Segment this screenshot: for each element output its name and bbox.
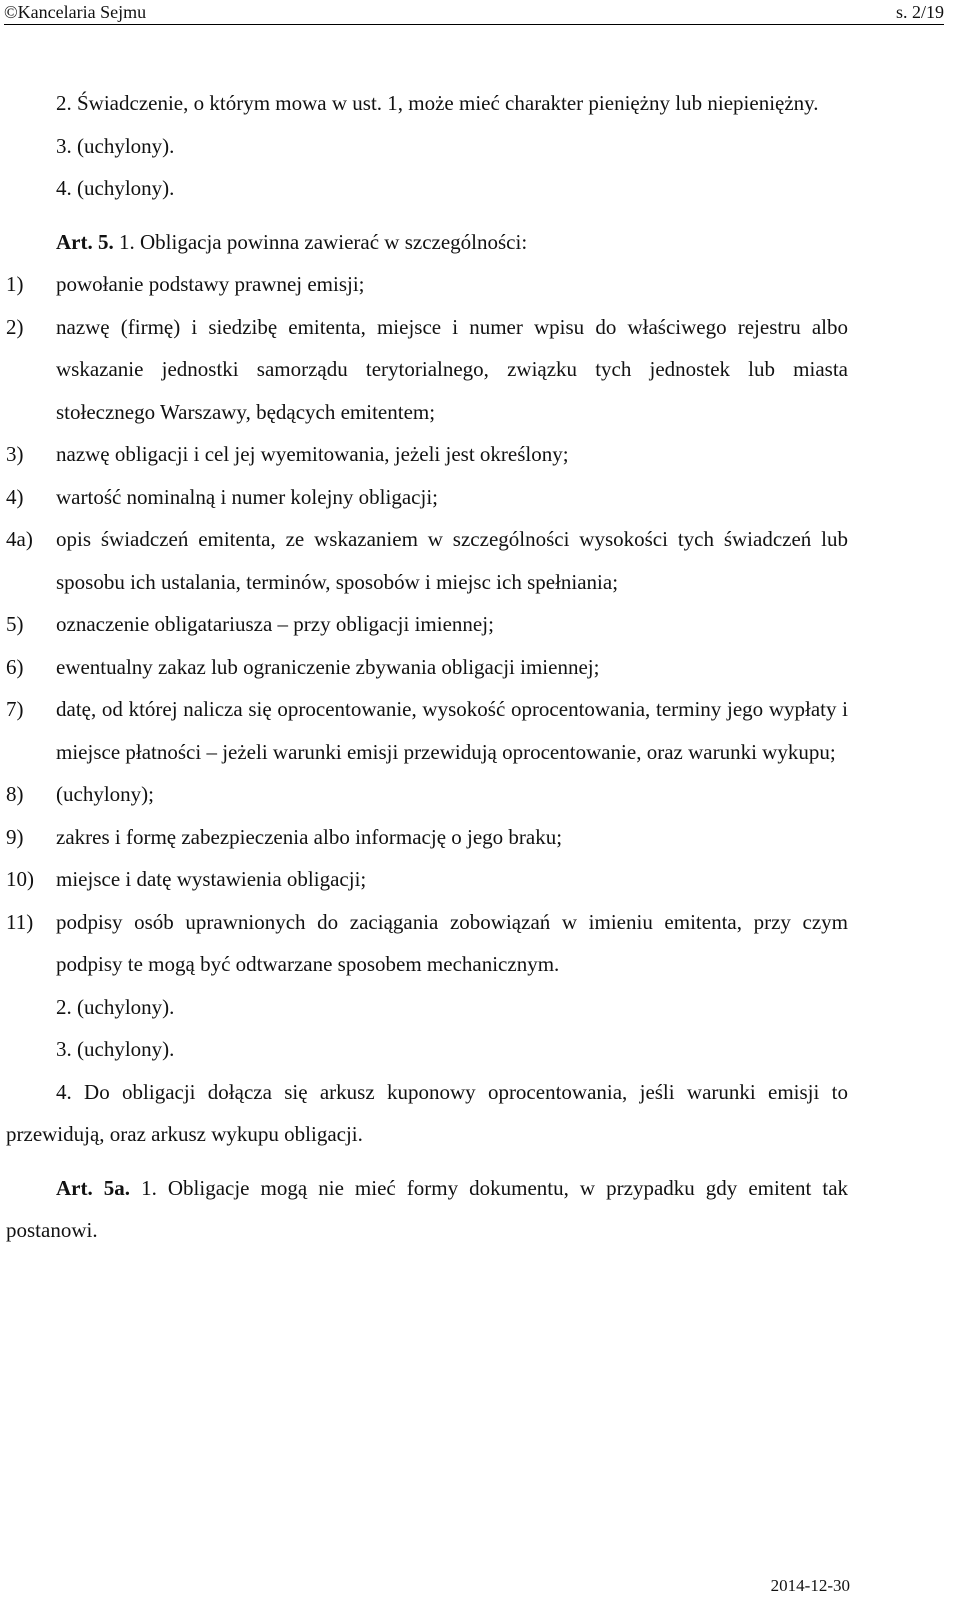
item-number: 7) <box>6 697 24 721</box>
paragraph-3: 3. (uchylony). <box>56 133 175 158</box>
item-number: 3) <box>6 442 24 466</box>
item-number: 10) <box>6 867 34 891</box>
list-item <box>6 306 848 434</box>
list-item <box>6 476 848 519</box>
item-text: ewentualny zakaz lub ograniczenie zbywania obligacji imiennej; <box>56 654 600 679</box>
item-number: 4a) <box>6 527 33 551</box>
paragraph-4: 4. (uchylony). <box>56 176 175 200</box>
item-text: datę, od której nalicza się oprocentowanie, wysokość oprocentowania, terminy jego wypłaty i miejsce płatności – jeżeli warunki emisji przewidują oprocentowanie, oraz warunki wykupu; <box>56 697 848 764</box>
paragraph-5-4: 4. Do obligacji dołącza się arkusz kuponowy oprocentowania, jeśli warunki emisji to przewidują, oraz arkusz wykupu obligacji. <box>6 1079 848 1146</box>
item-text: opis świadczeń emitenta, ze wskazaniem w szczególności wysokości tych świadczeń lub sposobu ich ustalania, terminów, sposobów i miejsc ich spełniania; <box>56 527 848 594</box>
item-text: zakres i formę zabezpieczenia albo informację o jego braku; <box>56 824 563 849</box>
article-5-text: 1. Obligacja powinna zawierać w szczególności: <box>118 229 528 254</box>
item-text: nazwę obligacji i cel jej wyemitowania, jeżeli jest określony; <box>56 442 569 466</box>
list-item <box>6 433 848 476</box>
list-item <box>6 901 848 986</box>
document-date: 2014-12-30 <box>770 1576 850 1595</box>
item-text: powołanie podstawy prawnej emisji; <box>56 272 365 296</box>
paragraph-5-2: 2. (uchylony). <box>56 994 175 1019</box>
list-item <box>6 646 848 689</box>
item-text: (uchylony); <box>56 782 154 806</box>
paragraph-5-3: 3. (uchylony). <box>56 1037 175 1061</box>
paragraph-2: 2. Świadczenie, o którym mowa w ust. 1, może mieć charakter pieniężny lub niepieniężny. <box>56 91 819 115</box>
spacer <box>6 1156 848 1167</box>
item-number: 8) <box>6 782 24 806</box>
item-number: 2) <box>6 314 24 339</box>
copyright-notice: ©Kancelaria Sejmu <box>4 2 147 22</box>
item-text: oznaczenie obligatariusza – przy obligacji imiennej; <box>56 612 494 636</box>
list-item <box>6 263 848 306</box>
item-number: 11) <box>6 909 34 934</box>
item-number: 5) <box>6 612 24 636</box>
header-divider <box>4 24 944 25</box>
article-5a-intro <box>6 1167 848 1252</box>
list-item <box>6 773 848 816</box>
item-text: wartość nominalną i numer kolejny obligacji; <box>56 484 438 509</box>
item-number: 1) <box>6 272 24 296</box>
list-item <box>6 858 848 901</box>
article-5a-text: 1. Obligacje mogą nie mieć formy dokumentu, w przypadku gdy emitent tak postanowi. <box>6 1175 849 1242</box>
list-item <box>6 816 848 859</box>
article-5a-label: Art. 5a. <box>56 1175 131 1200</box>
item-text: podpisy osób uprawnionych do zaciągania zobowiązań w imieniu emitenta, przy czym podpisy te mogą być odtwarzane sposobem mechanicznym. <box>56 909 848 976</box>
list-item <box>6 688 848 773</box>
document-body <box>6 82 848 1252</box>
item-text: nazwę (firmę) i siedzibę emitenta, miejsce i numer wpisu do właściwego rejestru albo wskazanie jednostki samorządu terytorialnego, związku tych jednostek lub miasta stołecznego Warszawy, będących emitentem; <box>56 314 848 424</box>
page-number: s. 2/19 <box>895 2 944 22</box>
spacer <box>6 210 848 221</box>
item-number: 9) <box>6 824 24 849</box>
article-5-label: Art. 5. <box>56 229 114 254</box>
article-5-intro <box>6 221 848 264</box>
list-item <box>6 603 848 646</box>
item-number: 6) <box>6 654 24 679</box>
item-number: 4) <box>6 484 24 509</box>
list-item <box>6 518 848 603</box>
item-text: miejsce i datę wystawienia obligacji; <box>56 867 367 891</box>
